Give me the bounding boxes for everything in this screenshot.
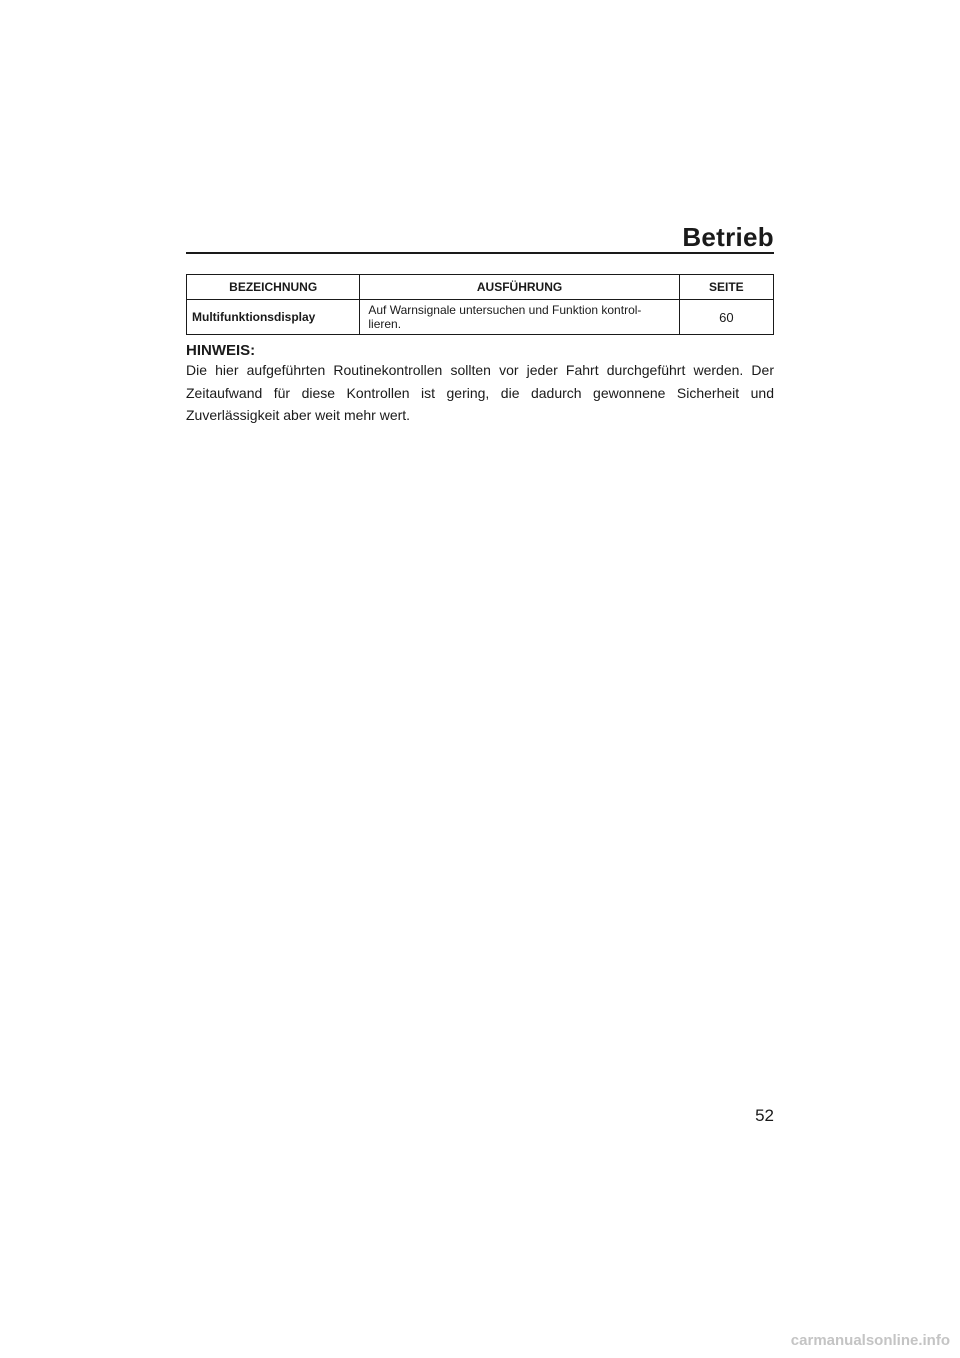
procedure-line-2: lieren. xyxy=(368,317,402,331)
page-number: 52 xyxy=(755,1106,774,1125)
cell-page-reference: 60 xyxy=(679,300,773,335)
note-text: Die hier aufgeführten Routinekontrollen sollten vor jeder Fahrt durchgeführt werden. Der Zeitaufwand für diese Kontrollen ist gering, die dadurch gewonnene Sicherheit und Zuverlässigkeit aber weit mehr wert. xyxy=(186,362,774,423)
column-header-page: SEITE xyxy=(679,275,773,300)
watermark-text: carmanualsonline.info xyxy=(790,1332,950,1349)
note-heading: HINWEIS: xyxy=(186,342,256,359)
title-divider xyxy=(186,252,774,254)
cell-name: Multifunktionsdisplay xyxy=(187,300,360,335)
section-title: Betrieb xyxy=(682,222,774,252)
column-header-procedure: AUSFÜHRUNG xyxy=(360,275,679,300)
inspection-table xyxy=(186,274,774,335)
column-header-name: BEZEICHNUNG xyxy=(187,275,360,300)
cell-procedure xyxy=(360,300,679,335)
table-header-row xyxy=(187,275,774,300)
procedure-line-1: Auf Warnsignale untersuchen und Funktion kontrol- xyxy=(368,303,642,317)
table-row xyxy=(187,300,774,335)
